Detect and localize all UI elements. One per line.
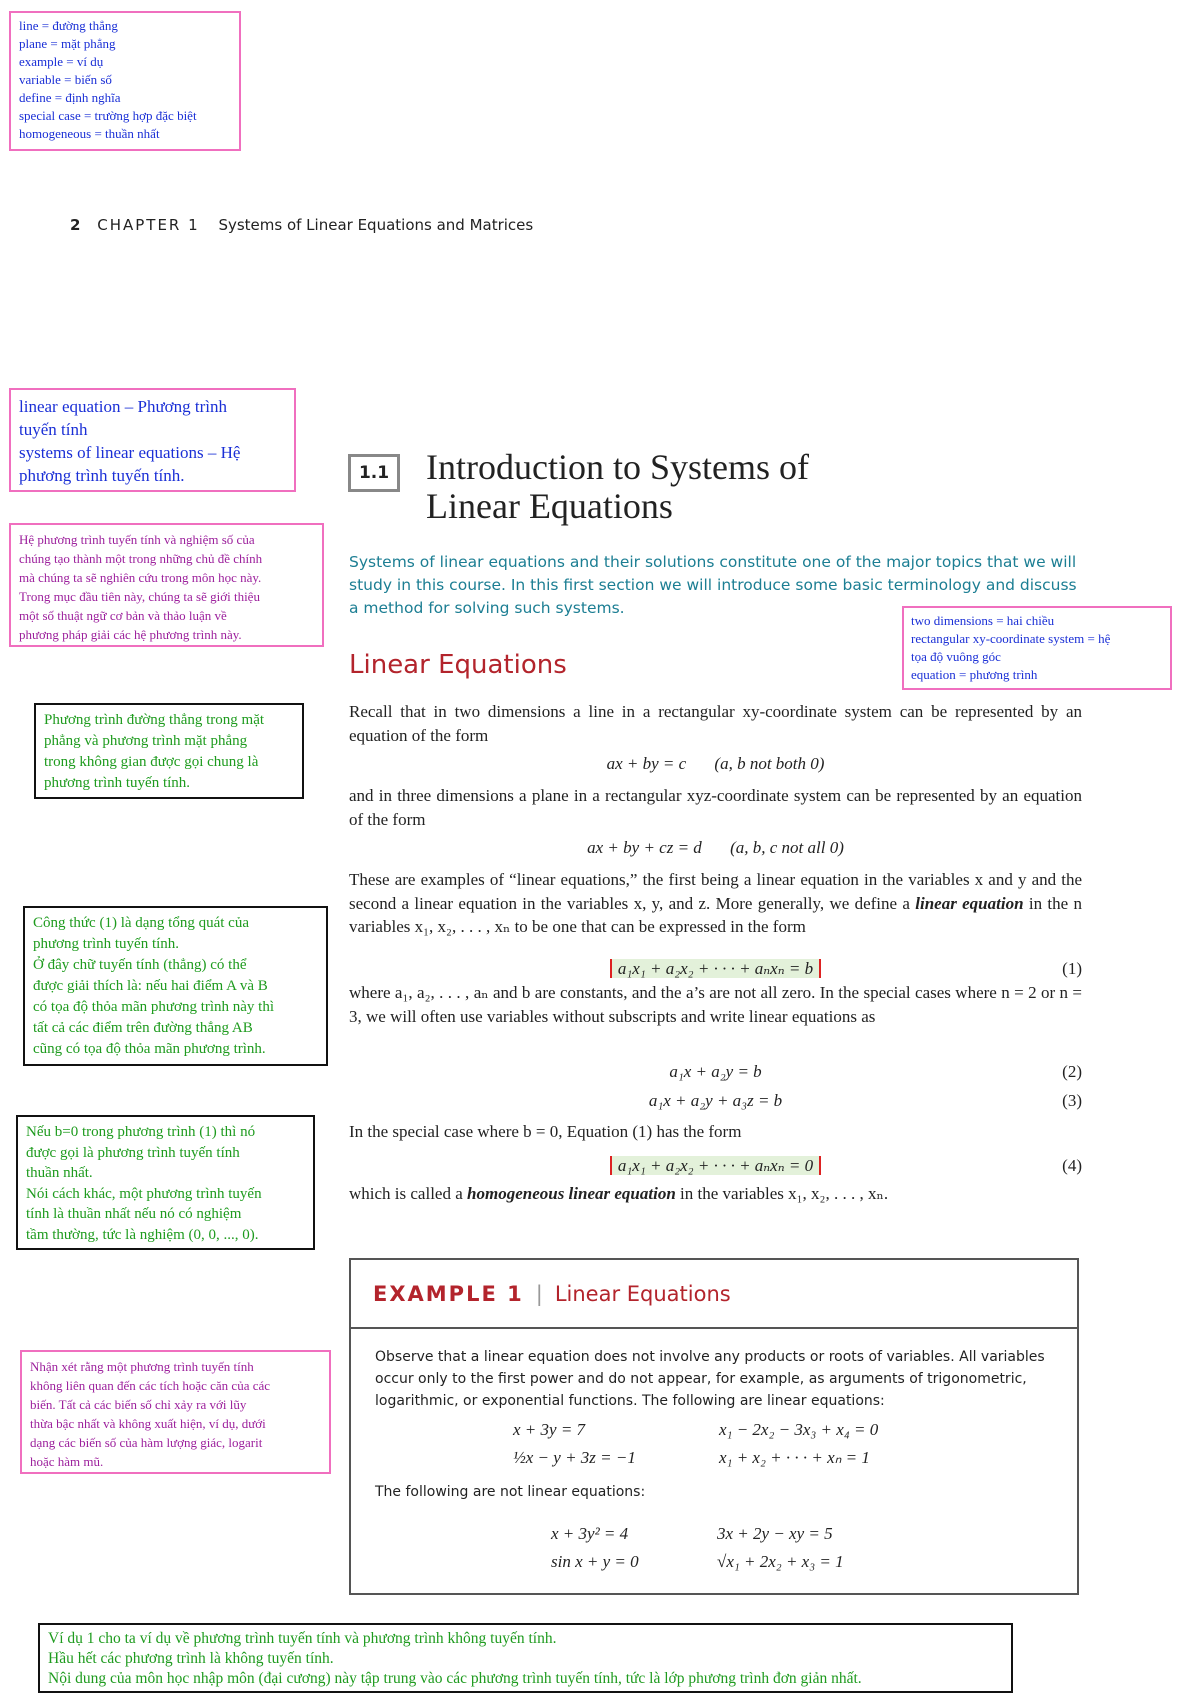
note-line: Phương trình đường thẳng trong mặt (44, 712, 265, 728)
equation-2 (349, 1060, 1082, 1083)
linear-example: ½x − y + 3z = −1 (513, 1448, 636, 1467)
note-line: biến. Tất cả các biến số chỉ xảy ra với lũy (30, 1397, 247, 1412)
note-line: tầm thường, tức là nghiệm (0, 0, ..., 0). (26, 1226, 259, 1243)
note-line: mà chúng ta sẽ nghiên cứu trong môn học này. (19, 570, 262, 585)
linear-example: x + 3y = 7 (513, 1420, 586, 1439)
term: linear equation (915, 893, 1024, 913)
note-line: Ví dụ 1 cho ta ví dụ về phương trình tuyến tính và phương trình không tuyến tính. (48, 1630, 557, 1647)
equation-number: (3) (1062, 1091, 1082, 1110)
paragraph: Recall that in two dimensions a line in a rectangular xy-coordinate system can be represented by an equation of the form (349, 702, 1082, 745)
equation: a₁x₁ + a₂x₂ + · · · + aₙxₙ = 0 (610, 1156, 821, 1175)
note-line: thừa bậc nhất và không xuất hiện, ví dụ, dưới (30, 1416, 266, 1431)
note-line: phẳng và phương trình mặt phẳng (44, 733, 248, 749)
intro-translation-note (9, 523, 324, 647)
note-line: hoặc hàm mũ. (30, 1454, 104, 1469)
note-line: tất cả các điểm trên đường thẳng AB (33, 1020, 253, 1036)
example-box (349, 1258, 1079, 1595)
example-separator: | (535, 1281, 543, 1306)
linear-example: x₁ − 2x₂ − 3x₃ + x₄ = 0 (719, 1420, 879, 1439)
equation: a₁x₁ + a₂x₂ + · · · + aₙxₙ = b (610, 959, 821, 978)
note-line: không liên quan đến các tích hoặc căn của các (30, 1378, 271, 1393)
subheading: Linear Equations (349, 650, 567, 680)
note-line: Nhận xét rằng một phương trình tuyến tính (30, 1359, 254, 1374)
example-summary-note (38, 1623, 1013, 1693)
example-text: The following are not linear equations: (375, 1484, 646, 1500)
note-line: trong không gian được gọi chung là (44, 754, 259, 770)
paragraph (349, 1182, 1082, 1206)
note-line: thuần nhất. (26, 1165, 93, 1181)
note-line: Hầu hết các phương trình là không tuyến tính. (48, 1650, 334, 1667)
note-line: Ở đây chữ tuyến tính (thẳng) có thể (33, 957, 247, 973)
chapter-label: CHAPTER 1 (97, 216, 200, 234)
note-line: linear equation – Phương trình (19, 397, 228, 416)
page-number: 2 (70, 216, 81, 234)
section-title (426, 448, 986, 526)
note-line: example = ví dụ (19, 54, 104, 69)
note-line: special case = trường hợp đặc biệt (19, 108, 197, 123)
note-line: homogeneous = thuần nhất (19, 126, 160, 141)
nonlinear-example: x + 3y² = 4 (551, 1524, 629, 1543)
note-line: Nói cách khác, một phương trình tuyến (26, 1185, 262, 1202)
equation-line (349, 752, 1082, 775)
equation-condition: (a, b not both 0) (714, 754, 825, 773)
note-line: dạng các biến số của hàm lượng giác, logarit (30, 1435, 263, 1450)
equation-number: (1) (1062, 959, 1082, 978)
equation-1 (349, 957, 1082, 980)
note-line: line = đường thẳng (19, 18, 118, 33)
paragraph: where a₁, a₂, . . . , aₙ and b are constants, and the a’s are not all zero. In the special cases where n = 2 or n = 3, we will often use variables without subscripts and write linear equations as (349, 983, 1082, 1026)
note-line: systems of linear equations – Hệ (19, 443, 241, 462)
equation-condition: (a, b, c not all 0) (730, 838, 844, 857)
section-title-line: Introduction to Systems of (426, 447, 809, 487)
note-line: two dimensions = hai chiều (911, 613, 1055, 628)
page-header (70, 216, 533, 234)
note-line: phương trình tuyến tính. (19, 466, 185, 485)
equation: a₁x + a₂y = b (669, 1062, 762, 1081)
note-line: được giải thích là: nếu hai điểm A và B (33, 978, 268, 994)
glossary-note-terms (9, 11, 241, 151)
section-number: 1.1 (348, 454, 400, 492)
example-label: EXAMPLE 1 (373, 1281, 524, 1306)
note-line: phương pháp giải các hệ phương trình này. (19, 627, 242, 642)
formula-note (23, 906, 328, 1066)
example-text: Observe that a linear equation does not involve any products or roots of variables. All variables occur only to the first power and do not appear, for example, as arguments of trigonometric, logarithmic, or exponential functions. The following are linear equations: (375, 1349, 1045, 1409)
linear-example: x₁ + x₂ + · · · + xₙ = 1 (719, 1448, 870, 1467)
note-line: chúng tạo thành một trong những chủ đề chính (19, 551, 263, 566)
term: homogeneous linear equation (467, 1184, 676, 1203)
text: in the variables x₁, x₂, . . . , xₙ. (675, 1184, 889, 1203)
equation-3 (349, 1089, 1082, 1112)
paragraph (349, 868, 1082, 939)
note-line: define = định nghĩa (19, 90, 121, 105)
note-line: có tọa độ thỏa mãn phương trình này thì (33, 999, 275, 1015)
note-line: Hệ phương trình tuyến tính và nghiệm số của (19, 532, 255, 547)
note-line: plane = mặt phẳng (19, 36, 116, 51)
text: These are examples of “linear equations,” the first being a linear equation in the variables x and y and the second a linear equation in the variables x, y, and z. More generally, we define a (349, 870, 1082, 913)
nonlinear-example: sin x + y = 0 (551, 1552, 639, 1571)
equation-number: (2) (1062, 1062, 1082, 1081)
example-header (351, 1260, 1077, 1329)
equation-plane (349, 836, 1082, 859)
note-line: variable = biến số (19, 72, 112, 87)
paragraph: and in three dimensions a plane in a rectangular xyz-coordinate system can be represented by an equation of the form (349, 786, 1082, 829)
nonlinear-example: 3x + 2y − xy = 5 (717, 1524, 833, 1543)
equation: ax + by + cz = d (587, 838, 702, 857)
note-line: Nếu b=0 trong phương trình (1) thì nó (26, 1124, 256, 1140)
glossary-note-linear-equation (9, 388, 296, 492)
note-line: tính là thuần nhất nếu nó có nghiệm (26, 1206, 242, 1222)
remark-note (20, 1350, 331, 1474)
note-line: phương trình tuyến tính. (44, 775, 191, 791)
note-line: equation = phương trình (911, 667, 1038, 682)
line-plane-note (34, 703, 304, 799)
section-title-line: Linear Equations (426, 486, 673, 526)
homogeneous-note (16, 1115, 315, 1250)
note-line: Trong mục đầu tiên này, chúng ta sẽ giới thiệu (19, 589, 260, 604)
note-line: Công thức (1) là dạng tổng quát của (33, 915, 249, 931)
section-intro: Systems of linear equations and their solutions constitute one of the major topics that we will study in this course. In this first section we will introduce some basic terminology and discuss a method for solving such systems. (349, 553, 1077, 617)
note-line: rectangular xy-coordinate system = hệ (911, 631, 1111, 646)
example-title: Linear Equations (554, 1281, 731, 1306)
equation: a₁x + a₂y + a₃z = b (648, 1091, 783, 1110)
equation-number: (4) (1062, 1156, 1082, 1175)
paragraph: In the special case where b = 0, Equation (1) has the form (349, 1122, 742, 1141)
equation-4 (349, 1154, 1082, 1177)
text: which is called a (349, 1184, 468, 1203)
equation: ax + by = c (606, 754, 687, 773)
text: in the n variables x₁, x₂, . . . , xₙ to be one that can be expressed in the form (349, 893, 1082, 936)
note-line: một số thuật ngữ cơ bản và thảo luận về (19, 608, 227, 623)
nonlinear-example: √x₁ + 2x₂ + x₃ = 1 (717, 1552, 844, 1571)
note-line: được gọi là phương trình tuyến tính (26, 1144, 240, 1161)
note-line: cũng có tọa độ thỏa mãn phương trình. (33, 1041, 266, 1057)
note-line: Nội dung của môn học nhập môn (đại cương) này tập trung vào các phương trình tuyến tính, tức là lớp phương trình đơn giản nhất. (48, 1670, 862, 1687)
chapter-title: Systems of Linear Equations and Matrices (218, 216, 534, 234)
note-line: tọa độ vuông góc (911, 649, 1001, 664)
note-line: tuyến tính (19, 420, 88, 439)
note-line: phương trình tuyến tính. (33, 936, 180, 952)
